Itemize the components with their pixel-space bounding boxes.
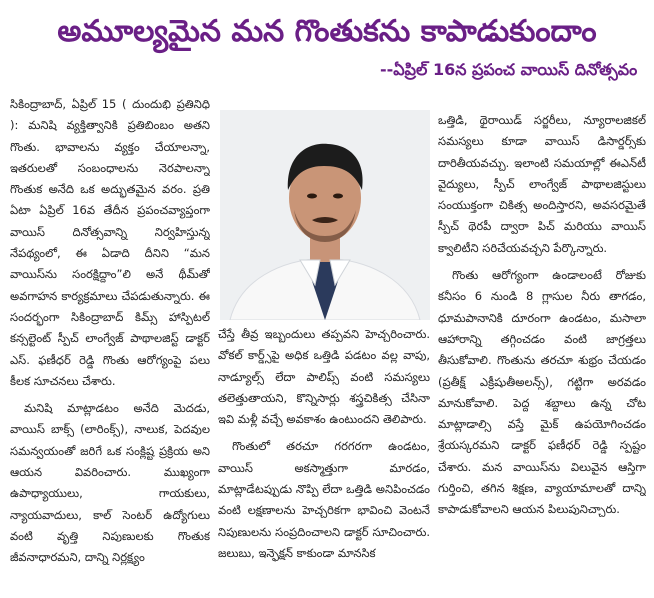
- article-column-left: [10, 94, 210, 594]
- paragraph: చేస్తే తీవ్ర ఇబ్బందులు తప్పవని హెచ్చరించారు. వోకల్ కార్డ్స్‌పై అధిక ఒత్తిడి పడటం వల్ల వాపు, నాడ్యూల్స్ లేదా పాలిప్స్ వంటి సమస్యలు తలెత్తుతాయని, కొన్నిసార్లు శస్త్రచికిత్స చేసినా ఇవి మళ్లీ వచ్చే అవకాశం ఉంటుందని తెలిపారు.: [218, 327, 430, 427]
- paragraph: సికింద్రాబాద్, ఏప్రిల్ 15 ( దుందుభి ప్రతినిధి ): మనిషి వ్యక్తిత్వానికి ప్రతిబింబం అతని గొంతు. భావాలను వ్యక్తం చేయాలన్నా, ఇతరులతో సంబంధాలను నెరపాలన్నా గొంతుక అనేది ఒక అద్భుతమైన వరం. ప్రతి ఏటా ఏప్రిల్ 16వ తేదీన ప్రపంచవ్యాప్తంగా వాయిస్ దినోత్సవాన్ని నిర్వహిస్తున్న నేపథ్యంలో, ఈ ఏడాది దీనిని “మన వాయిస్‌ను సంరక్షిద్దాం”లి అనే థీమ్‌తో అవగాహన కార్యక్రమాలు చేపడుతున్నారు. ఈ సందర్భంగా సికింద్రాబాద్ కిమ్స్ హాస్పిటల్ కన్సల్టెంట్ స్పీచ్ లాంగ్వేజ్ పాథాలజిస్ట్ డాక్టర్ ఎస్. ఫణీధర్ రెడ్డి గొంతు ఆరోగ్యంపై పలు కీలక సూచనలు చేశారు.: [10, 97, 210, 388]
- headline: అమూల్యమైన మన గొంతుకను కాపాడుకుందాం: [57, 14, 597, 49]
- subheadline: --ఏప్రిల్ 16న ప్రపంచ వాయిస్ దినోత్సవం: [380, 60, 638, 79]
- paragraph: గొంతు ఆరోగ్యంగా ఉండాలంటే రోజుకు కనీసం 6 నుండి 8 గ్లాసుల నీరు తాగడం, ధూమపానానికి దూరంగా ఉండటం, మసాలా ఆహారాన్ని తగ్గించడం వంటి జాగ్రత్తలు తీసుకోవాలి. గొంతును తరచూ శుభ్రం చేయడం (ప్రతీక్ష్ ఎక్రీషుతీఅలన్స్), గట్టిగా అరవడం మానుకోవాలి. పెద్ద శబ్దాలు ఉన్న చోట మాట్లాడాల్సి వస్తే మైక్ ఉపయోగించడం శ్రేయస్కరమని డాక్టర్ ఫణీధర్ రెడ్డి స్పష్టం చేశారు. మన వాయిస్‌ను విలువైన ఆస్తిగా గుర్తించి, తగిన శిక్షణ, వ్యాయామాలతో దాన్ని కాపాడుకోవాలని ఆయన పిలుపునిచ్చారు.: [438, 268, 646, 517]
- article-column-middle: [218, 324, 430, 596]
- paragraph: గొంతులో తరచూ గరగరగా ఉండటం, వాయిస్ అకస్మాత్తుగా మారడం, మాట్లాడేటప్పుడు నొప్పి లేదా ఒత్తిడి అనిపించడం వంటి లక్షణాలను హెచ్చరికగా భావించి వెంటనే నిపుణులను సంప్రదించాలని డాక్టర్ సూచించారు. జలుబు, ఇన్ఫెక్షన్ కాకుండా మానసిక: [218, 439, 430, 560]
- paragraph: మనిషి మాట్లాడటం అనేది మెదడు, వాయిస్ బాక్స్ (లారింక్స్), నాలుక, పెదవుల సమన్వయంతో జరిగే ఒక సంక్లిష్ట ప్రక్రియ అని ఆయన వివరించారు. ముఖ్యంగా ఉపాధ్యాయులు, గాయకులు, న్యాయవాదులు, కాల్ సెంటర్ ఉద్యోగులు వంటి వృత్తి నిపుణులకు గొంతుక జీవనాధారమని, దాన్ని నిర్లక్ష్యం: [10, 401, 210, 565]
- article-column-right: [438, 110, 646, 596]
- paragraph: ఒత్తిడి, థైరాయిడ్ సర్జరీలు, న్యూరాలజికల్ సమస్యలు కూడా వాయిస్ డిసార్డర్స్‌కు దారితీయవచ్చు. ఇలాంటి సమయాల్లో ఈఎన్‌టీ వైద్యులు, స్పీచ్ లాంగ్వేజ్ పాథాలజిస్టులు సంయుక్తంగా చికిత్స అందిస్తారని, అవసరమైతే స్పీచ్ థెరపీ ద్వారా పిచ్ మరియు వాయిస్ క్వాలిటీని సరిచేయవచ్చని పేర్కొన్నారు.: [438, 113, 646, 255]
- doctor-photo: [220, 110, 430, 320]
